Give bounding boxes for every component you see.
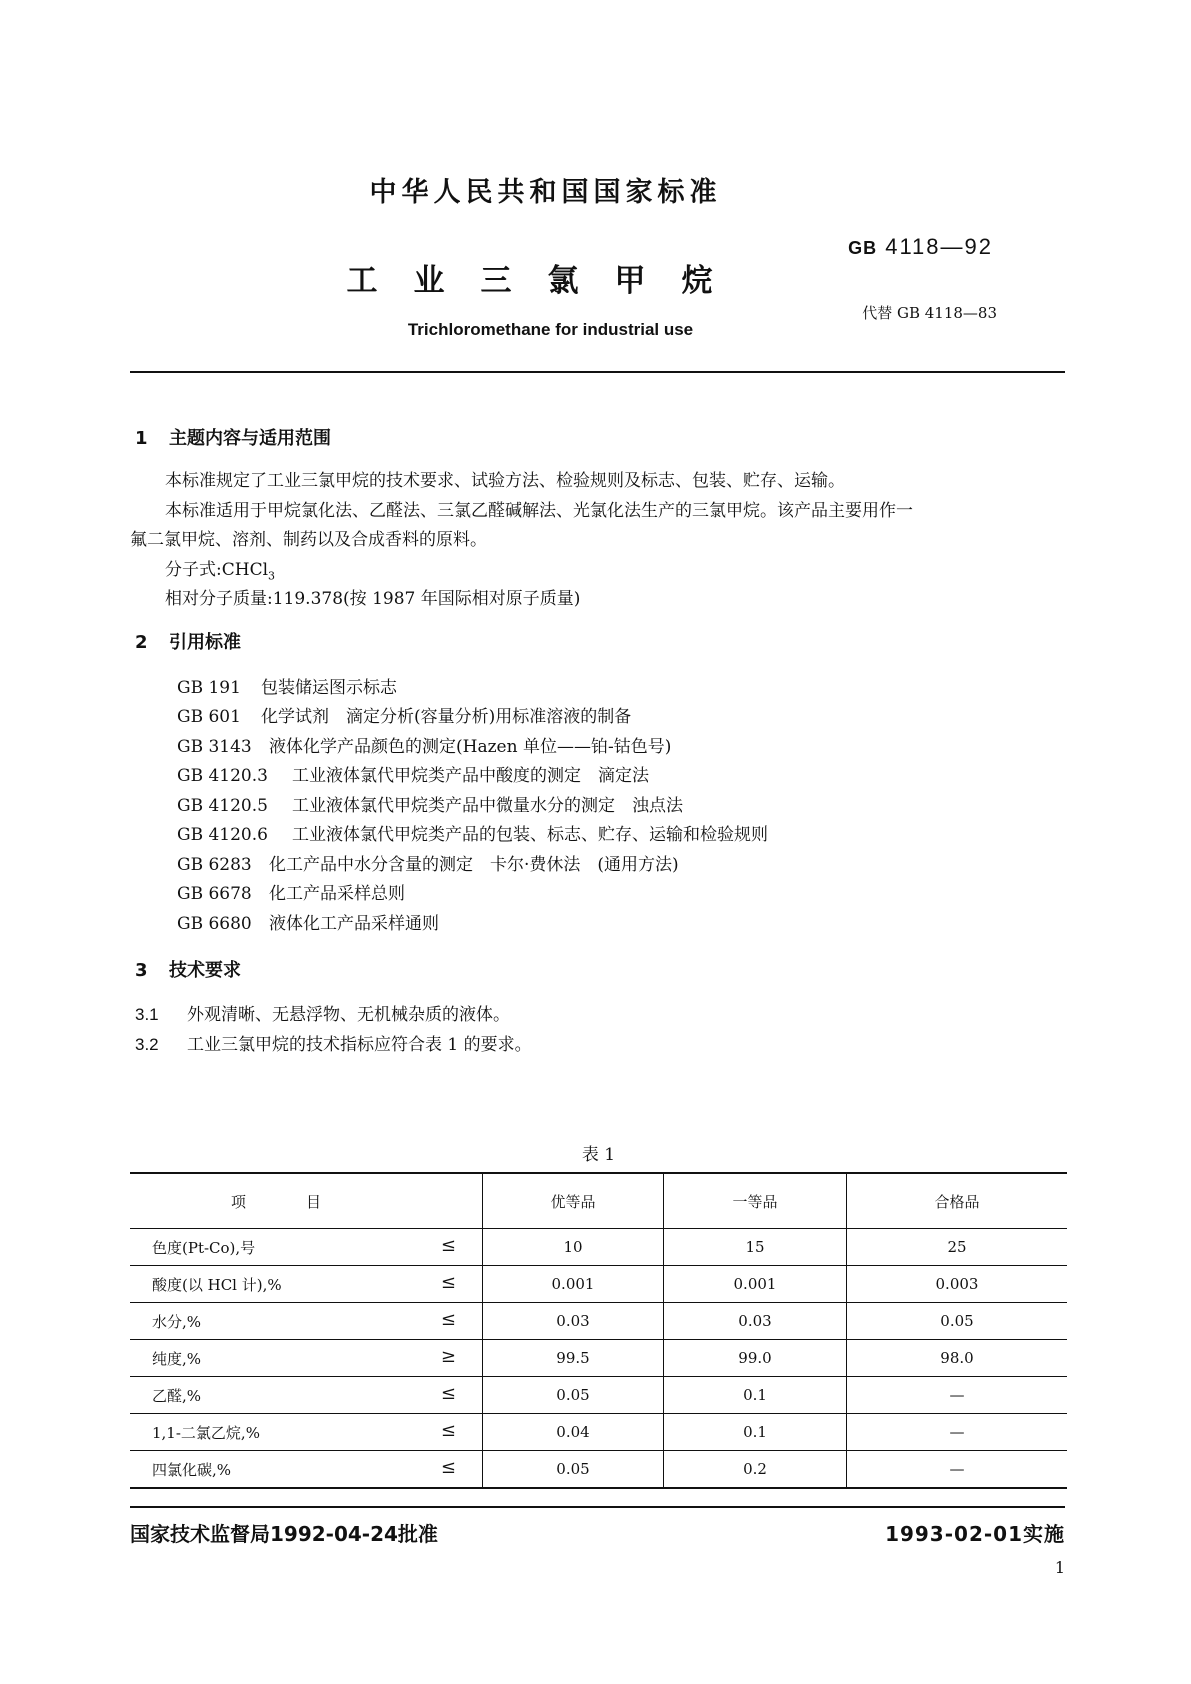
section-2-title: 引用标准 [169, 632, 241, 653]
clause-3-2-text: 工业三氯甲烷的技术指标应符合表 1 的要求。 [187, 1035, 532, 1055]
section-1-para-1: 本标准规定了工业三氯甲烷的技术要求、试验方法、检验规则及标志、包装、贮存、运输。 [165, 471, 845, 491]
section-1-title: 主题内容与适用范围 [169, 428, 331, 449]
document-title-cn: 工业三氯甲烷 [346, 263, 749, 299]
row-item: 水分,% ≤ [130, 1303, 483, 1340]
comparison-symbol: ≤ [440, 1383, 456, 1404]
value-first: 0.1 [664, 1414, 847, 1451]
value-superior: 0.04 [483, 1414, 664, 1451]
comparison-symbol: ≤ [440, 1235, 456, 1256]
section-1-number: 1 [135, 428, 148, 449]
value-superior: 0.03 [483, 1303, 664, 1340]
country-standard-heading: 中华人民共和国国家标准 [369, 177, 722, 208]
header-grade-qualified: 合格品 [847, 1173, 1068, 1229]
value-superior: 99.5 [483, 1340, 664, 1377]
header-grade-superior: 优等品 [483, 1173, 664, 1229]
comparison-symbol: ≤ [440, 1309, 456, 1330]
comparison-symbol: ≤ [440, 1457, 456, 1478]
reference-item: GB 6678 化工产品采样总则 [177, 884, 405, 904]
row-item: 四氯化碳,% ≤ [130, 1451, 483, 1489]
section-2-heading [135, 628, 241, 654]
formula-main: CHCl [221, 560, 269, 580]
table-row [130, 1414, 1067, 1451]
row-item: 酸度(以 HCl 计),% ≤ [130, 1266, 483, 1303]
section-1-heading [135, 424, 331, 450]
row-item: 1,1-二氯乙烷,% ≤ [130, 1414, 483, 1451]
header-divider [130, 371, 1065, 373]
comparison-symbol: ≥ [440, 1346, 456, 1367]
clause-3-1-number: 3.1 [135, 1005, 159, 1024]
reference-item: GB 3143 液体化学产品颜色的测定(Hazen 单位——铂-钴色号) [177, 737, 672, 757]
standard-code: 4118—92 [885, 234, 993, 259]
section-2-number: 2 [135, 632, 148, 653]
value-qualified: 0.003 [847, 1266, 1068, 1303]
value-qualified: — [847, 1451, 1068, 1489]
approval-statement: 国家技术监督局1992-04-24批准 [130, 1522, 438, 1546]
value-qualified: 0.05 [847, 1303, 1068, 1340]
table-1-caption: 表 1 [581, 1145, 616, 1165]
table-row [130, 1303, 1067, 1340]
effective-date: 1993-02-01实施 [885, 1522, 1065, 1546]
value-first: 15 [664, 1229, 847, 1266]
section-3-number: 3 [135, 960, 148, 981]
clause-3-1-text: 外观清晰、无悬浮物、无机械杂质的液体。 [187, 1005, 510, 1025]
formula-subscript: 3 [268, 569, 276, 583]
clause-3-2-number: 3.2 [135, 1035, 159, 1054]
table-header-row [130, 1173, 1067, 1229]
page-number: 1 [1054, 1558, 1065, 1577]
value-qualified: — [847, 1414, 1068, 1451]
table-row [130, 1340, 1067, 1377]
header-grade-first: 一等品 [664, 1173, 847, 1229]
table-row [130, 1229, 1067, 1266]
specification-table [130, 1172, 1067, 1489]
value-superior: 0.001 [483, 1266, 664, 1303]
reference-item: GB 6283 化工产品中水分含量的测定 卡尔·费休法 (通用方法) [177, 855, 679, 875]
comparison-symbol: ≤ [440, 1420, 456, 1441]
table-row [130, 1377, 1067, 1414]
row-item: 乙醛,% ≤ [130, 1377, 483, 1414]
reference-item: GB 4120.3 工业液体氯代甲烷类产品中酸度的测定 滴定法 [177, 766, 649, 786]
reference-item: GB 601 化学试剂 滴定分析(容量分析)用标准溶液的制备 [177, 707, 632, 727]
value-superior: 0.05 [483, 1451, 664, 1489]
clause-3-1 [135, 1000, 510, 1025]
table-row [130, 1266, 1067, 1303]
value-first: 0.2 [664, 1451, 847, 1489]
standard-prefix: GB [848, 238, 878, 258]
standard-number [848, 234, 993, 260]
reference-item: GB 191 包装储运图示标志 [177, 678, 397, 698]
formula-label: 分子式: [165, 560, 222, 580]
comparison-symbol: ≤ [440, 1272, 456, 1293]
section-1-para-2-line-1: 本标准适用于甲烷氯化法、乙醛法、三氯乙醛碱解法、光氯化法生产的三氯甲烷。该产品主要用作一 [165, 501, 913, 521]
row-item: 色度(Pt-Co),号 ≤ [130, 1229, 483, 1266]
value-first: 0.03 [664, 1303, 847, 1340]
section-3-heading [135, 956, 241, 982]
footer-divider [130, 1506, 1065, 1508]
molecular-mass: 相对分子质量:119.378(按 1987 年国际相对原子质量) [165, 589, 581, 609]
reference-item: GB 4120.6 工业液体氯代甲烷类产品的包装、标志、贮存、运输和检验规则 [177, 825, 768, 845]
reference-item: GB 4120.5 工业液体氯代甲烷类产品中微量水分的测定 浊点法 [177, 796, 683, 816]
value-first: 99.0 [664, 1340, 847, 1377]
value-superior: 0.05 [483, 1377, 664, 1414]
row-item: 纯度,% ≥ [130, 1340, 483, 1377]
reference-item: GB 6680 液体化工产品采样通则 [177, 914, 439, 934]
molecular-formula [165, 555, 275, 582]
section-1-para-2-line-2: 氟二氯甲烷、溶剂、制药以及合成香料的原料。 [130, 530, 487, 550]
value-first: 0.1 [664, 1377, 847, 1414]
section-3-title: 技术要求 [169, 960, 241, 981]
replaces-note: 代替 GB 4118—83 [862, 304, 997, 322]
value-first: 0.001 [664, 1266, 847, 1303]
document-title-en: Trichloromethane for industrial use [407, 320, 694, 339]
table-row [130, 1451, 1067, 1489]
value-qualified: 25 [847, 1229, 1068, 1266]
clause-3-2 [135, 1030, 532, 1055]
header-item: 项目 [130, 1173, 483, 1229]
value-superior: 10 [483, 1229, 664, 1266]
value-qualified: — [847, 1377, 1068, 1414]
value-qualified: 98.0 [847, 1340, 1068, 1377]
